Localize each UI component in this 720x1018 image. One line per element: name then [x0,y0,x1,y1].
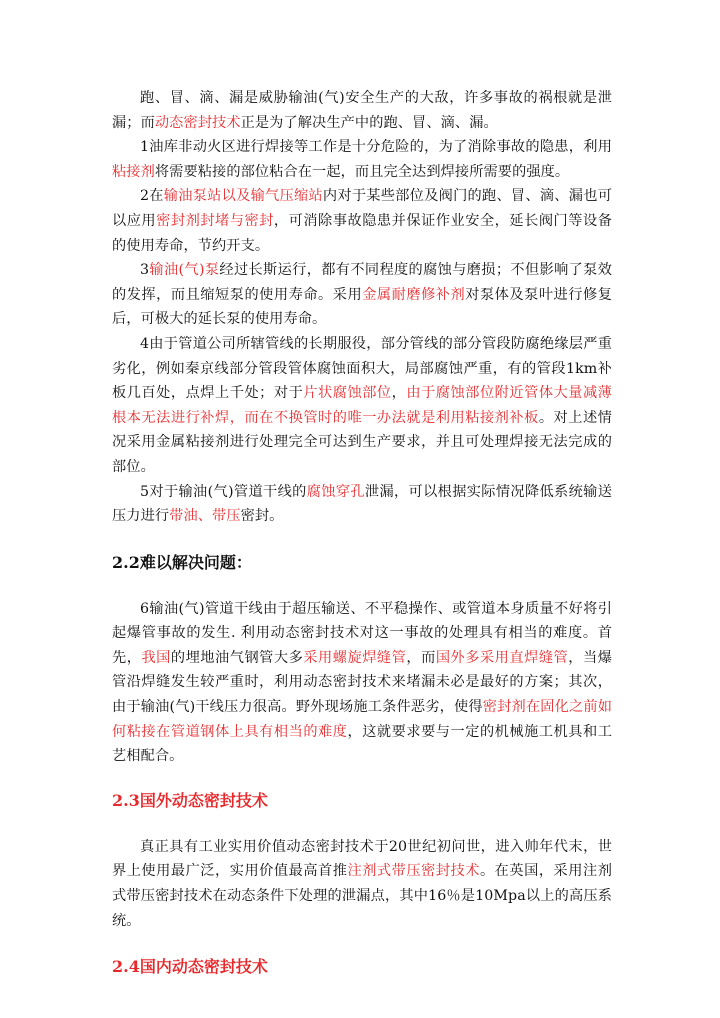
text-run: 正是为了解决生产中的跑、冒、滴、漏。 [240,114,498,131]
text-run: 3 [140,262,150,279]
text-run: 5对于输油(气)管道干线的 [140,483,307,500]
text-run: 经过长斯运行，都有不同程度的腐蚀与磨损；不但影响了泵效的发挥，而且缩短泵的使用寿命。采用 [112,262,613,303]
highlighted-text: 金属耐磨修补剂 [362,286,466,303]
text-run: ，而 [406,649,436,666]
text-run: 跑、冒、滴、漏是威胁输油(气)安全生产的大敌，许多事故的祸根就是泄漏；而 [112,90,612,131]
highlighted-text: 粘接剂 [112,163,155,180]
section-heading-2-2: 2.2难以解决问题： [112,552,252,572]
text-run: 。在英国，采用注剂式带压密封技术在动态条件下处理的泄漏点，其中16％是10Mpa以上的高压系统。 [112,863,613,929]
text-run: 内对于某些部位及阀门的跑、冒、滴、漏也可以应用 [112,188,612,229]
text-run: 真正具有工业实用价值动态密封技术于20世纪初问世，进入帅年代末，世界上使用最广泛，实用价值最高首推 [112,838,612,880]
paragraph-item-5 [112,480,612,529]
highlighted-text: 带油、带压 [169,508,241,525]
text-run: 4由于管道公司所辖管线的长期服役，部分管线的部分管段防腐绝缘层严重劣化，例如秦京线部分管段管体腐蚀面积大，局部腐蚀严重，有的管段1km补板几百处，点焊上千处；对于 [112,335,612,402]
highlighted-text: 片状腐蚀部位 [303,385,392,402]
highlighted-text: 输油泵站以及输气压缩站 [163,188,323,205]
highlighted-text: 腐蚀穿孔 [306,483,365,500]
document-body [112,86,612,979]
text-run: 对泵体及泵叶进行修复后，可极大的延长泵的使用寿命。 [112,286,612,328]
text-run: ，可消除事故隐患并保证作业安全，延长阀门等设备的使用寿命，节约开支。 [112,212,612,254]
text-run: 密封。 [240,508,284,525]
text-run: 泄漏，可以根据实际情况降低系统输送压力进行 [112,483,612,525]
highlighted-text: 国外多采用直焊缝管 [435,649,569,666]
paragraph-item-2 [112,184,612,258]
text-run: 的埋地油气钢管大多 [170,649,304,666]
highlighted-text: 动态密封技术 [154,114,241,131]
text-run: 6输油(气)管道干线由于超压输送、不平稳操作、或管道本身质量不好将引起爆管事故的发生. 利用动态密封技术对这一事故的处理具有相当的难度。首先， [112,600,612,666]
paragraph-foreign-tech [112,835,612,933]
highlighted-text: 由于腐蚀部位附近管体大量减薄根本无法进行补焊，而在不换管时的唯一办法就是利用粘接剂补板 [112,385,612,426]
paragraph-item-1 [112,135,612,184]
paragraph-item-4 [112,332,612,480]
text-run: 。对上述情况采用金属粘接剂进行处理完全可达到生产要求，并且可处理焊接无法完成的部位。 [112,409,612,475]
text-run: ， [391,385,407,402]
text-run: ，当爆管沿焊缝发生较严重时，利用动态密封技术来堵漏未必是最好的方案；其次，由于输油(气)干线压力很高。野外现场施工条件恶劣，使得 [112,649,613,716]
paragraph-item-3 [112,258,612,332]
text-run: ，这就要求要与一定的机械施工机具和工艺相配合。 [112,723,612,765]
text-run: 2在 [140,188,164,205]
paragraph-intro [112,86,612,135]
text-run: 1油库非动火区进行焊接等工作是十分危险的，为了消除事故的隐患，利用 [140,139,612,156]
section-heading-2-3: 2.3国外动态密封技术 [112,790,268,810]
highlighted-text: 密封剂在固化之前如何粘接在管道钢体上具有相当的难度 [112,699,612,740]
section-heading-2-4: 2.4国内动态密封技术 [112,957,268,977]
highlighted-text: 我国 [141,649,171,666]
highlighted-text: 密封剂封堵与密封 [156,212,274,229]
highlighted-text: 采用螺旋焊缝管 [303,649,407,666]
text-run: 将需要粘接的部位粘合在一起，而且完全达到焊接所需要的强度。 [154,163,570,180]
highlighted-text: 注剂式带压密封技术 [347,863,480,880]
paragraph-item-6 [112,597,612,769]
highlighted-text: 输油(气)泵 [149,262,220,279]
